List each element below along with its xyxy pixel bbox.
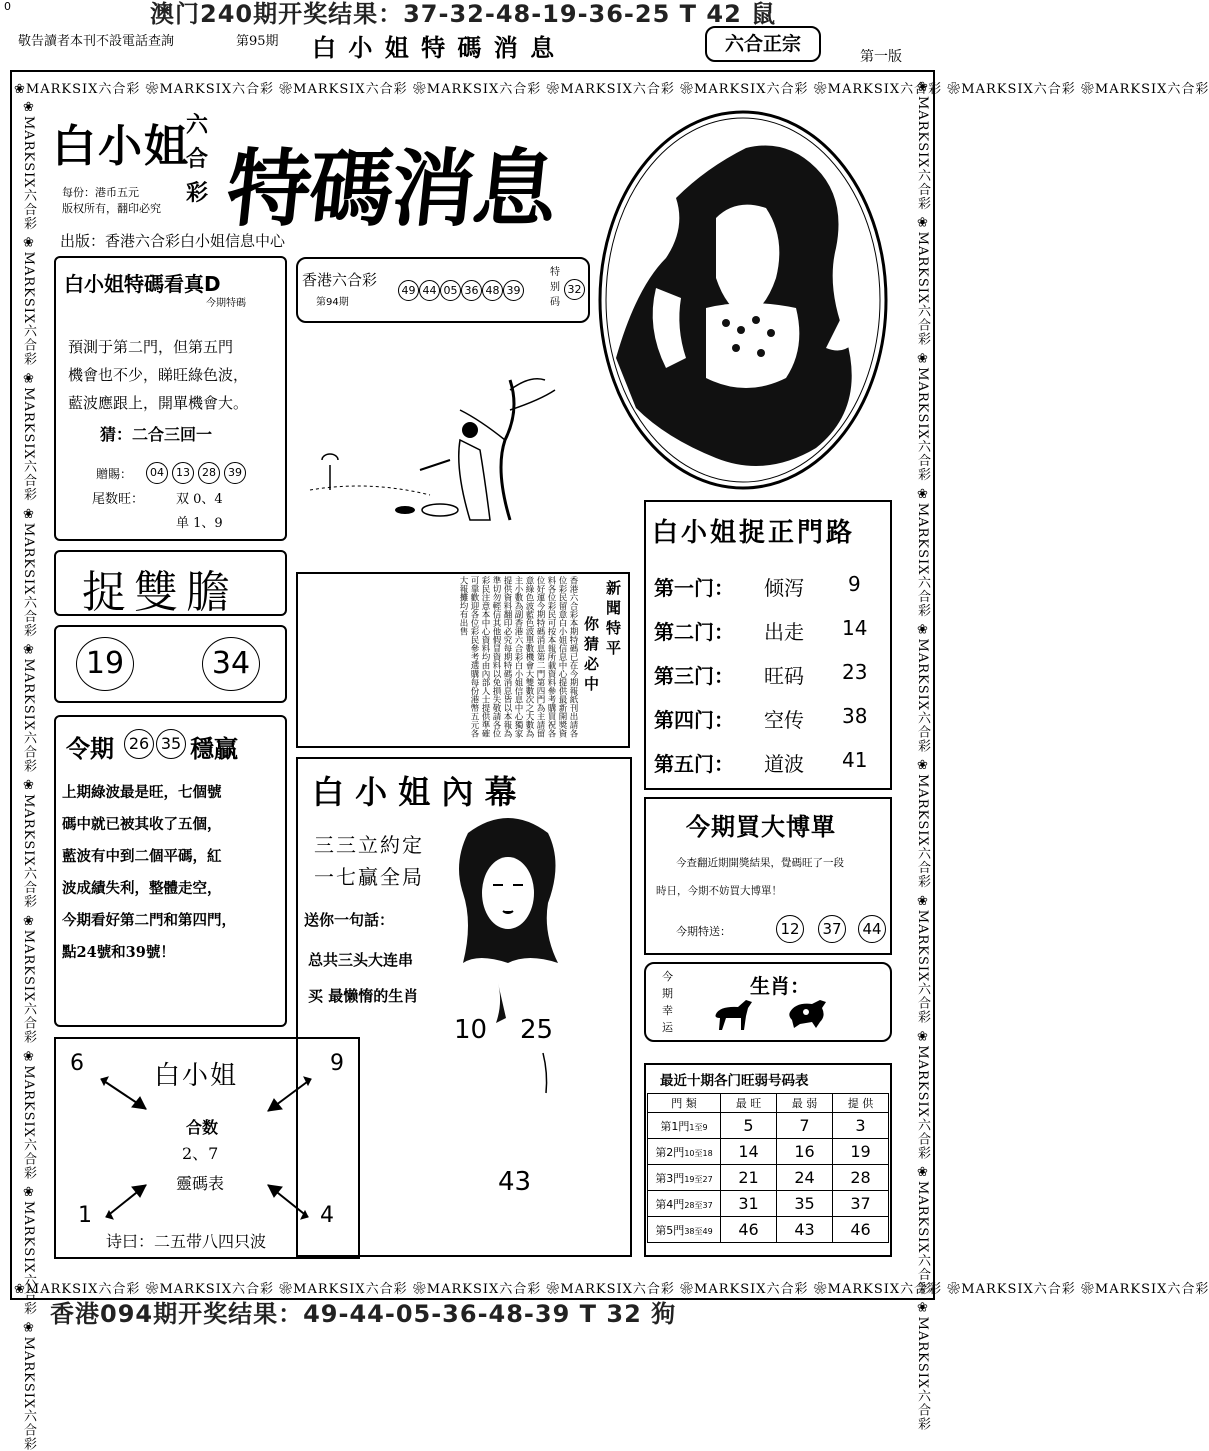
win-line-5: 今期看好第二門和第四門， xyxy=(62,912,236,929)
news-side-4: 平 xyxy=(606,639,622,657)
brand-box: 六合正宗 xyxy=(705,26,821,62)
table-row xyxy=(648,1139,889,1165)
neimu-number-3: 43 xyxy=(498,1167,532,1197)
win-ball-1: 26 xyxy=(124,729,154,759)
zhuo-ball-1: 19 xyxy=(76,637,134,691)
table-door-5 xyxy=(648,1217,721,1243)
neimu-line-1: 三三立約定 xyxy=(314,833,424,857)
zodiac-label-2: 期 xyxy=(662,987,673,1000)
prev-ball-2: 44 xyxy=(419,280,440,301)
table-door-2-name: 第2門 xyxy=(655,1145,685,1159)
news-side-title xyxy=(582,578,626,744)
compass-title: 白小姐 xyxy=(154,1061,239,1091)
kanzhen-box xyxy=(54,256,287,541)
win-prefix: 令期 xyxy=(66,734,114,763)
masthead-name: 白小姐 xyxy=(52,121,190,172)
table-max-4: 31 xyxy=(721,1191,777,1217)
portrait-oval xyxy=(596,108,890,492)
table-header-4: 提 供 xyxy=(833,1094,889,1113)
table-give-5: 46 xyxy=(833,1217,889,1243)
masthead-side-2: 合 xyxy=(186,146,209,172)
news-side-1: 新 xyxy=(606,579,622,597)
footer-result: 香港094期开奖结果：49-44-05-36-48-39 T 32 狗 xyxy=(50,1300,677,1328)
neimu-figure xyxy=(448,803,568,1093)
kanzhen-line-1: 預測于第二門，但第五門 xyxy=(68,338,234,356)
masthead-side-3: 彩 xyxy=(186,180,209,206)
table-min-1: 7 xyxy=(777,1113,833,1139)
dabo-title: 今期買大博單 xyxy=(686,813,836,841)
corner-top-right: 9 xyxy=(330,1051,344,1076)
table-give-1: 3 xyxy=(833,1113,889,1139)
zodiac-label-4: 运 xyxy=(662,1021,673,1034)
table-door-4-range: 28至37 xyxy=(684,1200,713,1210)
table-door-1 xyxy=(648,1113,721,1139)
gate-num-2: 14 xyxy=(842,616,868,640)
table-box xyxy=(644,1063,892,1257)
news-side-2: 聞 xyxy=(606,599,622,617)
table-door-3-range: 19至27 xyxy=(684,1174,713,1184)
dabo-line-2: 時日，今期不妨買大博單！ xyxy=(656,885,782,897)
gate-word-5: 道波 xyxy=(764,752,804,776)
corner-top-left: 6 xyxy=(70,1051,84,1076)
kanzhen-line-2: 機會也不少，睇旺綠色波， xyxy=(68,366,249,384)
corner-bottom-right: 4 xyxy=(320,1203,334,1228)
gate-num-5: 41 xyxy=(842,748,868,772)
table-max-5: 46 xyxy=(721,1217,777,1243)
prev-ball-6: 39 xyxy=(503,280,524,301)
table-max-3: 21 xyxy=(721,1165,777,1191)
kanzhen-subtitle: 今期特碼 xyxy=(206,298,246,309)
table-header-2: 最 旺 xyxy=(721,1094,777,1113)
table-max-2: 14 xyxy=(721,1139,777,1165)
dabo-line-1: 今查翻近期開獎結果，覺碼旺了一段 xyxy=(676,857,844,869)
gate-word-2: 出走 xyxy=(764,620,804,644)
prev-result-label: 香港六合彩 xyxy=(302,271,378,289)
zodiac-title: 生肖： xyxy=(750,974,810,998)
table-door-1-range: 1至9 xyxy=(689,1122,708,1132)
heshu-label: 合数 xyxy=(186,1118,219,1137)
win-line-2: 碼中就已被其收了五個， xyxy=(62,816,222,833)
tail-odd: 单 1、9 xyxy=(176,516,223,531)
ling-ma: 靈碼表 xyxy=(176,1174,225,1193)
prev-ball-4: 36 xyxy=(461,280,482,301)
win-line-1: 上期綠波最是旺，七個號 xyxy=(62,784,222,801)
zodiac-label-1: 今 xyxy=(662,970,673,983)
top-strip: ❀MARKSIX六合彩 ❀MARKSIX六合彩 ❀MARKSIX六合彩 ❀MARKSIX六合彩 ❀MARKSIX六合彩 ❀MARKSIX六合彩 ❀MARKSIX六合彩 ❀MARKSIX六合彩 ❀MARKSIX六合彩 xyxy=(14,82,1209,97)
edition: 第一版 xyxy=(860,49,902,65)
gate-num-1: 9 xyxy=(848,572,861,596)
news-side-6: 猜 xyxy=(584,635,600,653)
prev-ball-5: 48 xyxy=(482,280,503,301)
price: 每份：港币五元 xyxy=(62,186,139,199)
table-give-3: 28 xyxy=(833,1165,889,1191)
compass-box xyxy=(54,1037,360,1259)
zhuo-box xyxy=(54,550,287,616)
corner-mark: 0 xyxy=(4,0,11,13)
gift-ball-4: 39 xyxy=(224,462,246,484)
prev-ball-1: 49 xyxy=(398,280,419,301)
gift-ball-3: 28 xyxy=(198,462,220,484)
zodiac-box xyxy=(644,962,892,1042)
neimu-hint-1: 总共三头大连串 xyxy=(308,951,414,969)
gift-label: 贈賜： xyxy=(96,467,133,481)
publisher: 出版：香港六合彩白小姐信息中心 xyxy=(60,232,286,250)
neimu-line-2: 一七贏全局 xyxy=(314,865,424,889)
win-line-3: 藍波有中到二個平碼，紅 xyxy=(62,848,222,865)
heshu-value: 2、7 xyxy=(182,1144,219,1163)
lady-illustration xyxy=(310,370,560,530)
special-ball: 32 xyxy=(564,279,585,300)
gate-label-5: 第五门： xyxy=(654,752,734,776)
gate-word-4: 空传 xyxy=(764,708,804,732)
news-body: 香港六合彩本期特碼已在今期報紙刊出請各位彩民留意白小姐信息中心提供最新開獎資料各位彩民可按本報所載資料參考購買祝各位好運今期特碼消息第二門第四門為主請留意綠色波藍色波單數機會大雙數次之大數為主小數為副香港六合彩白小姐信息中心獨家提供資料翻印必究每期特碼消息皆以本報為準切勿輕信其他假冒資料以免損失敬請各位彩民注意本中心資料均由內部人士提供準確可靠歡迎各位彩民參考選購每份港幣五元各大報攤均有出售 xyxy=(458,576,578,738)
kanzhen-title: 白小姐特碼看真D xyxy=(64,272,221,296)
gate-label-3: 第三门： xyxy=(654,664,734,688)
table-header-1: 門 類 xyxy=(648,1094,721,1113)
table-min-4: 35 xyxy=(777,1191,833,1217)
header-title: 白 小 姐 特 碼 消 息 xyxy=(312,34,557,62)
kanzhen-line-3: 藍波應跟上，開單機會大。 xyxy=(68,394,249,412)
win-box xyxy=(54,715,287,1027)
corner-bottom-left: 1 xyxy=(78,1203,92,1228)
gates-title: 白小姐捉正門路 xyxy=(652,518,856,548)
table-door-1-name: 第1門 xyxy=(660,1119,690,1133)
tail-even: 双 0、4 xyxy=(176,492,223,507)
table-door-4 xyxy=(648,1191,721,1217)
news-side-5: 你 xyxy=(584,615,600,633)
neimu-number-1: 10 xyxy=(454,1015,488,1045)
prev-result-box xyxy=(296,257,590,323)
prev-result-issue: 第94期 xyxy=(316,297,349,308)
dabo-send-label: 今期特送： xyxy=(676,925,731,938)
bottom-strip: ❀MARKSIX六合彩 ❀MARKSIX六合彩 ❀MARKSIX六合彩 ❀MARKSIX六合彩 ❀MARKSIX六合彩 ❀MARKSIX六合彩 ❀MARKSIX六合彩 ❀MARKSIX六合彩 ❀MARKSIX六合彩 xyxy=(14,1282,1209,1297)
dabo-ball-2: 37 xyxy=(818,915,846,943)
special-label-2: 别 xyxy=(550,282,560,293)
table-row xyxy=(648,1217,889,1243)
zhuo-ball-2: 34 xyxy=(202,637,260,691)
gift-ball-1: 04 xyxy=(146,462,168,484)
dabo-box xyxy=(644,797,892,955)
rights: 版权所有，翻印必究 xyxy=(62,202,161,215)
neimu-title: 白 小 姐 內 幕 xyxy=(312,773,517,811)
news-side-7: 必 xyxy=(584,655,600,673)
table-max-1: 5 xyxy=(721,1113,777,1139)
gift-numbers xyxy=(146,461,246,484)
special-label-3: 码 xyxy=(550,297,560,308)
news-side-8: 中 xyxy=(584,675,600,693)
stats-table xyxy=(647,1093,889,1243)
table-door-2-range: 10至18 xyxy=(684,1148,713,1158)
win-ball-2: 35 xyxy=(156,729,186,759)
special-label xyxy=(550,265,562,310)
top-result: 澳门240期开奖结果：37-32-48-19-36-25 T 42 鼠 xyxy=(150,0,777,28)
news-side-3: 特 xyxy=(606,619,622,637)
table-min-2: 16 xyxy=(777,1139,833,1165)
table-min-5: 43 xyxy=(777,1217,833,1243)
table-row xyxy=(648,1191,889,1217)
table-door-4-name: 第4門 xyxy=(655,1197,685,1211)
news-box xyxy=(296,572,630,748)
gift-ball-2: 13 xyxy=(172,462,194,484)
table-door-3 xyxy=(648,1165,721,1191)
neimu-send: 送你一句話： xyxy=(304,911,395,929)
special-label-1: 特 xyxy=(550,267,560,278)
gate-label-2: 第二门： xyxy=(654,620,734,644)
zhuo-numbers-box xyxy=(54,625,287,703)
gate-num-4: 38 xyxy=(842,704,868,728)
right-strip: ❀MARKSIX六合彩 ❀MARKSIX六合彩 ❀MARKSIX六合彩 ❀MARKSIX六合彩 ❀MARKSIX六合彩 ❀MARKSIX六合彩 ❀MARKSIX六合彩 ❀MARKSIX六合彩 ❀MARKSIX六合彩 ❀MARKSIX六合彩 xyxy=(915,80,930,1432)
zhuo-title: 捉雙膽 xyxy=(82,567,238,618)
kanzhen-guess: 猜：二合三回一 xyxy=(100,425,213,444)
prev-ball-3: 05 xyxy=(440,280,461,301)
table-row xyxy=(648,1113,889,1139)
zodiac-label-3: 幸 xyxy=(662,1004,673,1017)
tail-label: 尾数旺： xyxy=(92,492,145,507)
table-title: 最近十期各门旺弱号码表 xyxy=(660,1073,809,1089)
big-title: 特碼消息 xyxy=(222,139,561,238)
table-door-5-range: 38至49 xyxy=(684,1226,713,1236)
table-row xyxy=(648,1165,889,1191)
table-header-3: 最 弱 xyxy=(777,1094,833,1113)
masthead-side xyxy=(186,108,212,210)
table-door-2 xyxy=(648,1139,721,1165)
horse-icon xyxy=(708,994,758,1034)
gate-num-3: 23 xyxy=(842,660,868,684)
gate-label-4: 第四门： xyxy=(654,708,734,732)
left-strip: ❀MARKSIX六合彩 ❀MARKSIX六合彩 ❀MARKSIX六合彩 ❀MARKSIX六合彩 ❀MARKSIX六合彩 ❀MARKSIX六合彩 ❀MARKSIX六合彩 ❀MARKSIX六合彩 ❀MARKSIX六合彩 ❀MARKSIX六合彩 xyxy=(21,100,36,1451)
table-door-5-name: 第5門 xyxy=(655,1223,685,1237)
table-door-3-name: 第3門 xyxy=(655,1171,685,1185)
table-give-2: 19 xyxy=(833,1139,889,1165)
gate-word-3: 旺码 xyxy=(764,664,804,688)
win-suffix: 穩贏 xyxy=(190,734,238,763)
gates-box xyxy=(644,500,892,790)
gate-word-1: 倾泻 xyxy=(764,576,804,600)
masthead-side-1: 六 xyxy=(186,112,209,138)
gate-label-1: 第一门： xyxy=(654,576,734,600)
ox-icon xyxy=(786,996,832,1032)
table-header-row xyxy=(648,1094,889,1113)
win-line-6: 點24號和39號！ xyxy=(62,944,175,961)
table-give-4: 37 xyxy=(833,1191,889,1217)
dabo-ball-1: 12 xyxy=(776,915,804,943)
notice: 敬告讀者本刊不設電話查詢 xyxy=(18,34,175,49)
dabo-ball-3: 44 xyxy=(858,915,886,943)
prev-result-numbers xyxy=(398,279,524,301)
table-min-3: 24 xyxy=(777,1165,833,1191)
issue-number: 第95期 xyxy=(236,34,279,49)
zodiac-label xyxy=(662,968,676,1036)
poem: 诗曰：二五带八四只波 xyxy=(106,1232,267,1251)
neimu-hint-2: 买 最懒惰的生肖 xyxy=(308,987,419,1005)
win-line-4: 波成績失利，整體走空， xyxy=(62,880,222,897)
neimu-number-2: 25 xyxy=(520,1015,554,1045)
